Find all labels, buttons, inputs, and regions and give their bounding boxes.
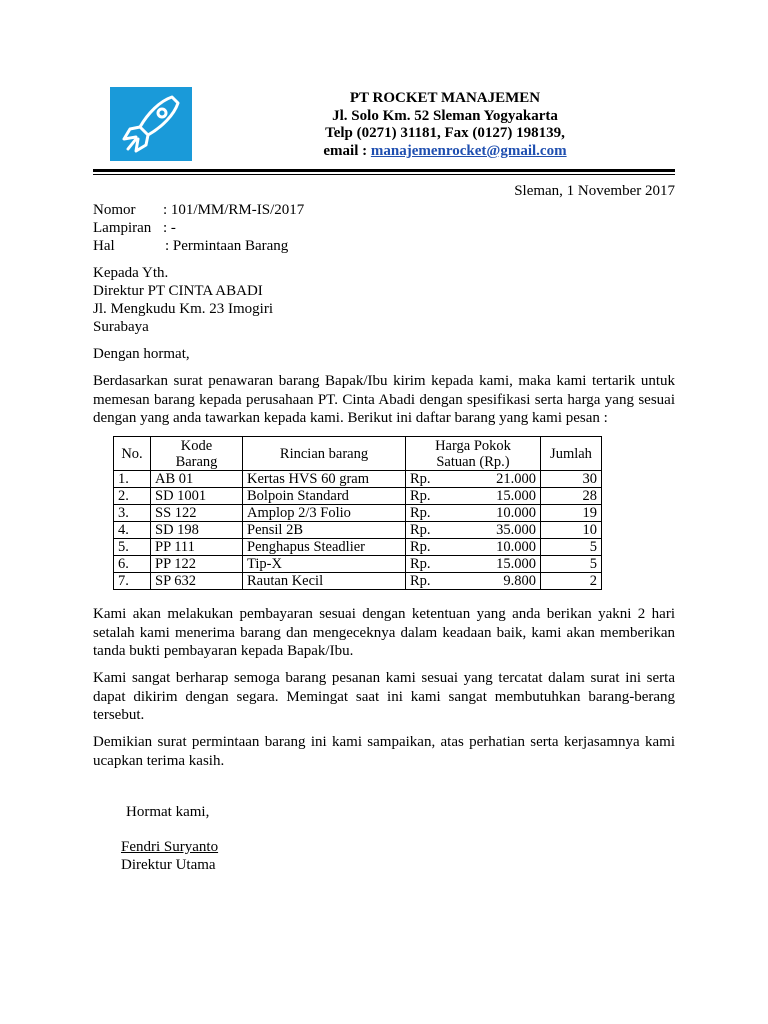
table-header-row (114, 437, 602, 471)
closing-salutation: Hormat kami, (126, 804, 210, 820)
hal-label: Hal (93, 238, 115, 254)
recipient-line: Direktur PT CINTA ABADI (93, 283, 263, 299)
header-rincian: Rincian barang (243, 437, 406, 471)
cell-no: 6. (114, 556, 151, 573)
header-divider-thin (93, 174, 675, 175)
cell-jumlah: 19 (541, 505, 602, 522)
cell-jumlah: 2 (541, 573, 602, 590)
paragraph-hope: Kami sangat berharap semoga barang pesanan kami sesuai yang tercatat dalam surat ini serta dapat dikirim dengan segara. Memingat saat ini kami sangat membutuhkan barang-berang tersebut. (93, 670, 675, 723)
cell-harga: Rp. 10.000 (406, 539, 541, 556)
cell-harga: Rp. 10.000 (406, 505, 541, 522)
cell-kode: SD 198 (151, 522, 243, 539)
cell-harga: Rp. 9.800 (406, 573, 541, 590)
cell-rincian: Kertas HVS 60 gram (243, 471, 406, 488)
cell-kode: AB 01 (151, 471, 243, 488)
letter-meta (93, 201, 304, 255)
cell-rincian: Amplop 2/3 Folio (243, 505, 406, 522)
cell-harga: Rp. 35.000 (406, 522, 541, 539)
table-row (114, 522, 602, 539)
cell-no: 1. (114, 471, 151, 488)
table-row (114, 471, 602, 488)
recipient-block (93, 264, 273, 336)
email-label: email : (323, 142, 371, 159)
paragraph-closing: Demikian surat permintaan barang ini kami sampaikan, atas perhatian serta kerjasamnya kami ucapkan terima kasih. (93, 734, 675, 769)
letterhead (230, 90, 660, 160)
order-table (113, 436, 602, 590)
company-email-line (230, 143, 660, 161)
company-name: PT ROCKET MANAJEMEN (349, 90, 541, 106)
signer-name: Fendri Suryanto (121, 839, 219, 855)
cell-rincian: Bolpoin Standard (243, 488, 406, 505)
cell-rincian: Rautan Kecil (243, 573, 406, 590)
header-jumlah: Jumlah (541, 437, 602, 471)
lampiran-label: Lampiran (93, 220, 152, 236)
header-divider-thick (93, 169, 675, 172)
cell-harga: Rp. 15.000 (406, 556, 541, 573)
cell-no: 2. (114, 488, 151, 505)
meta-lampiran (93, 219, 304, 237)
cell-no: 7. (114, 573, 151, 590)
cell-no: 5. (114, 539, 151, 556)
cell-kode: SS 122 (151, 505, 243, 522)
signature-block (121, 838, 218, 874)
cell-no: 4. (114, 522, 151, 539)
header-kode: Kode Barang (151, 437, 243, 471)
cell-harga: Rp. 21.000 (406, 471, 541, 488)
table-row (114, 539, 602, 556)
rocket-logo-icon (110, 87, 192, 161)
cell-jumlah: 10 (541, 522, 602, 539)
cell-no: 3. (114, 505, 151, 522)
cell-rincian: Penghapus Steadlier (243, 539, 406, 556)
lampiran-value: : - (163, 220, 176, 236)
meta-nomor (93, 201, 304, 219)
table-row (114, 556, 602, 573)
cell-kode: PP 111 (151, 539, 243, 556)
cell-kode: SP 632 (151, 573, 243, 590)
table-row (114, 505, 602, 522)
cell-harga: Rp. 15.000 (406, 488, 541, 505)
cell-rincian: Tip-X (243, 556, 406, 573)
meta-hal (93, 237, 304, 255)
email-link[interactable]: manajemenrocket@gmail.com (370, 142, 567, 159)
paragraph-payment: Kami akan melakukan pembayaran sesuai dengan ketentuan yang anda berikan yakni 2 hari setalah kami menerima barang dan mengeceknya dalam keadaan baik, kami akan memberikan tanda bukti pembayaran kepada Bapak/Ibu. (93, 606, 675, 659)
cell-jumlah: 30 (541, 471, 602, 488)
cell-kode: SD 1001 (151, 488, 243, 505)
nomor-label: Nomor (93, 202, 136, 218)
cell-jumlah: 5 (541, 556, 602, 573)
cell-jumlah: 5 (541, 539, 602, 556)
header-no: No. (114, 437, 151, 471)
paragraph-intro: Berdasarkan surat penawaran barang Bapak/Ibu kirim kepada kami, maka kami tertarik untuk memesan barang kepada perusahaan PT. Cinta Abadi dengan spesifikasi serta harga yang sesuai dengan yang anda tawarkan kepada kami. Berikut ini daftar barang yang kami pesan : (93, 373, 675, 426)
table-row (114, 488, 602, 505)
cell-rincian: Pensil 2B (243, 522, 406, 539)
signer-title: Direktur Utama (121, 857, 216, 873)
greeting: Dengan hormat, (93, 346, 190, 362)
hal-value: : Permintaan Barang (165, 238, 289, 254)
table-row (114, 573, 602, 590)
letter-date: Sleman, 1 November 2017 (514, 183, 675, 199)
nomor-value: : 101/MM/RM-IS/2017 (163, 202, 305, 218)
company-phone: Telp (0271) 31181, Fax (0127) 198139, (325, 125, 565, 141)
recipient-line: Kepada Yth. (93, 265, 169, 281)
cell-jumlah: 28 (541, 488, 602, 505)
cell-kode: PP 122 (151, 556, 243, 573)
recipient-line: Surabaya (93, 319, 149, 335)
recipient-line: Jl. Mengkudu Km. 23 Imogiri (93, 301, 273, 317)
header-harga: Harga Pokok Satuan (Rp.) (406, 437, 541, 471)
company-address: Jl. Solo Km. 52 Sleman Yogyakarta (332, 107, 558, 124)
